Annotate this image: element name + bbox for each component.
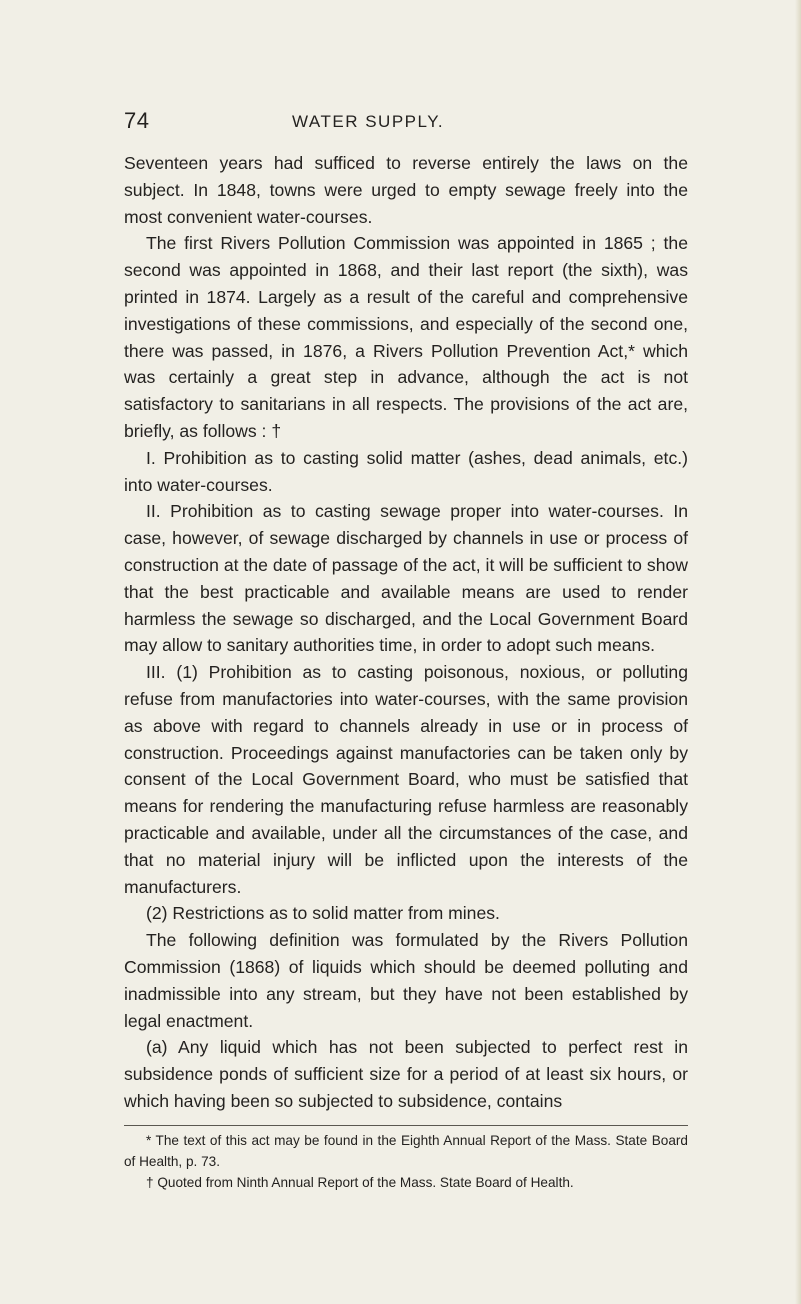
paragraph: II. Prohibition as to casting sewage proper into water-courses. In case, however, of sewage discharged by channels in use or process of construction at the date of passage of the act, it will be sufficient to show that the best practicable and available means are used to render harmless the sewage so discharged, and the Local Government Board may allow to sanitary authorities time, in order to adopt such means. <box>124 501 688 656</box>
page-edge-shadow <box>795 0 801 1304</box>
footnote: * The text of this act may be found in the Eighth Annual Report of the Mass. State Board of Health, p. 73. <box>124 1132 688 1169</box>
body-text <box>124 150 688 1115</box>
paragraph: I. Prohibition as to casting solid matter (ashes, dead animals, etc.) into water-courses. <box>124 447 688 495</box>
page-header <box>124 108 688 138</box>
paragraph: Seventeen years had sufficed to reverse entirely the laws on the subject. In 1848, towns were urged to empty sewage freely into the most convenient water-courses. <box>124 153 688 227</box>
paragraph: (a) Any liquid which has not been subjected to perfect rest in subsidence ponds of sufficient size for a period of at least six hours, or which having been so subjected to subsidence, contains <box>124 1037 688 1111</box>
paragraph: The first Rivers Pollution Commission was appointed in 1865 ; the second was appointed in 1868, and their last report (the sixth), was printed in 1874. Largely as a result of the careful and comprehensive investigations of these commissions, and especially of the second one, there was passed, in 1876, a Rivers Pollution Prevention Act,* which was certainly a great step in advance, although the act is not satisfactory to sanitarians in all respects. The provisions of the act are, briefly, as follows : † <box>124 233 688 441</box>
footnotes <box>124 1130 688 1193</box>
book-page <box>124 108 688 1193</box>
running-head: WATER SUPPLY. <box>292 112 445 131</box>
footnote: † Quoted from Ninth Annual Report of the Mass. State Board of Health. <box>146 1174 574 1190</box>
footnote-rule <box>124 1125 688 1126</box>
paragraph: III. (1) Prohibition as to casting poisonous, noxious, or polluting refuse from manufactories into water-courses, with the same provision as above with regard to channels already in use or in process of construction. Proceedings against manufactories can be taken only by consent of the Local Government Board, who must be satisfied that means for rendering the manufacturing refuse harmless are reasonably practicable and available, under all the circumstances of the case, and that no material injury will be inflicted upon the interests of the manufacturers. <box>124 662 688 897</box>
paragraph: (2) Restrictions as to solid matter from mines. <box>146 903 500 924</box>
page-number: 74 <box>124 108 150 133</box>
paragraph: The following definition was formulated by the Rivers Pollution Commission (1868) of liquids which should be deemed polluting and inadmissible into any stream, but they have not been established by legal enactment. <box>124 930 688 1031</box>
